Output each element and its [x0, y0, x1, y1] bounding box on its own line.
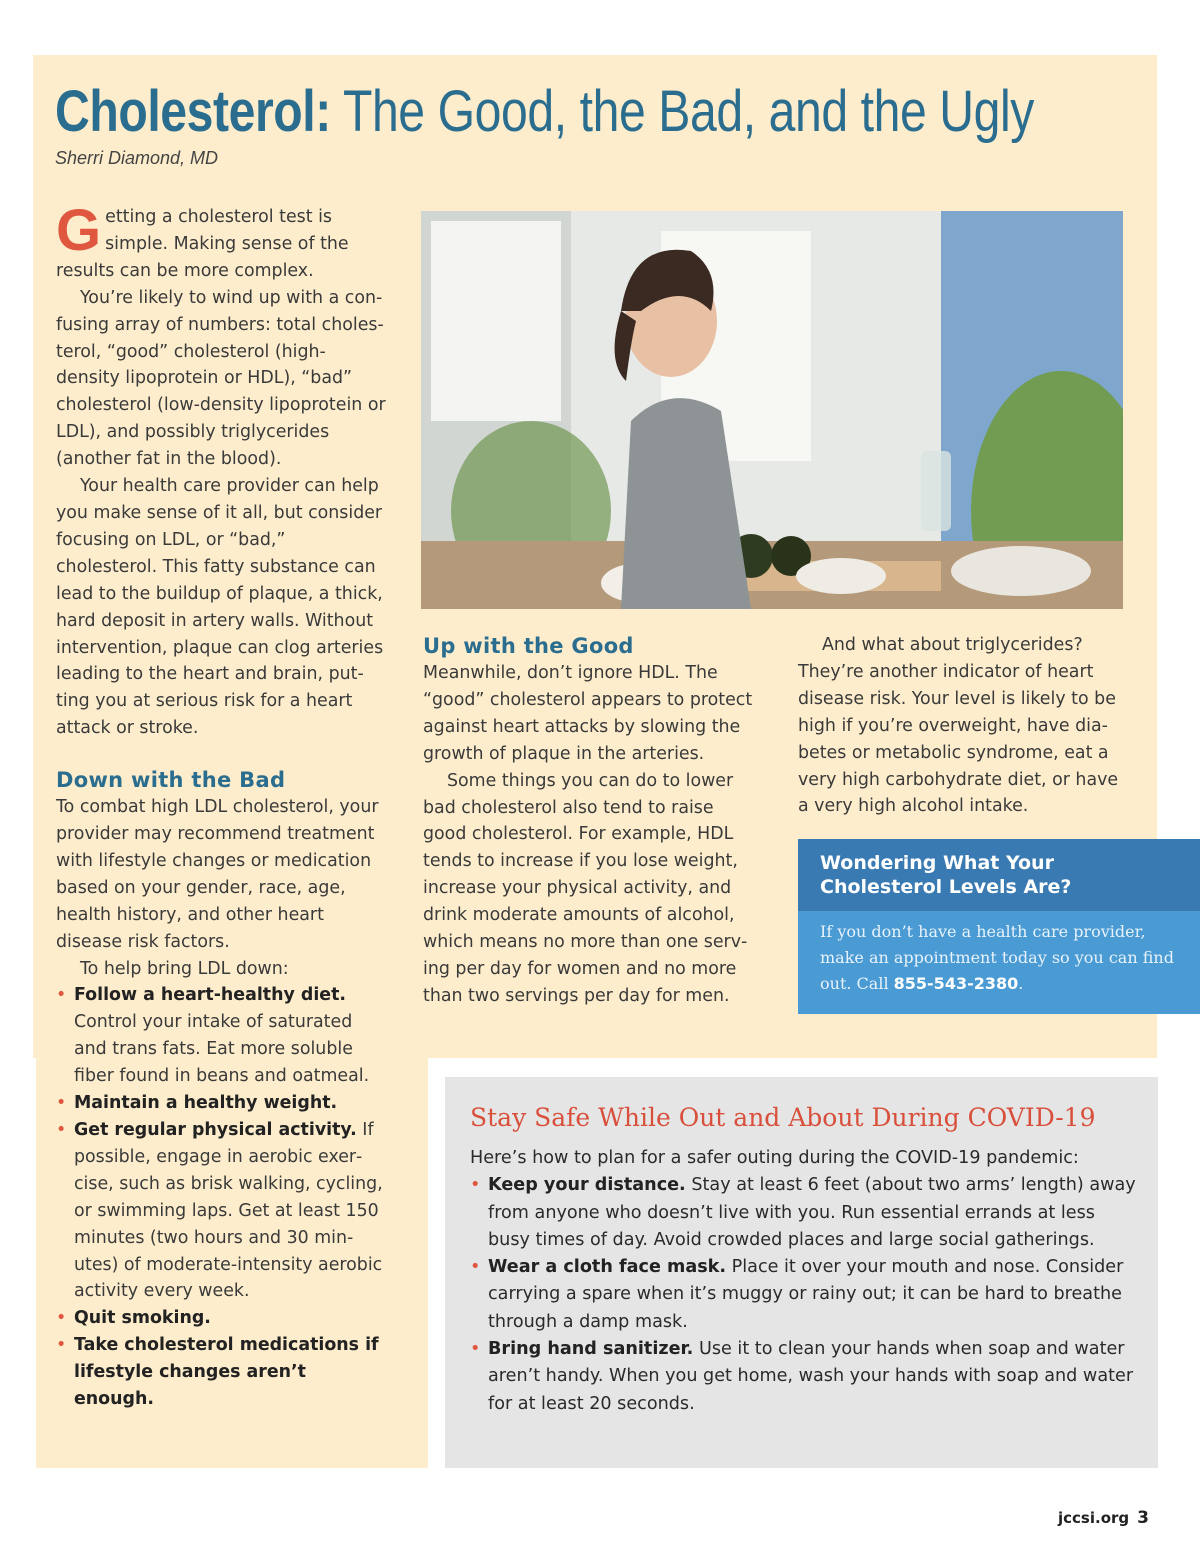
covid-sidebar	[445, 1077, 1158, 1468]
list-item-text: If possible, engage in aerobic exercise, such as brisk walking, cycling, or swimming laps. Get at least 150 minutes (two hours and 30 minutes) of moderate-intensity aerobic activity every week.	[74, 1120, 383, 1302]
list-item-text: Control your intake of saturated and trans fats. Eat more soluble fiber found in beans and oatmeal.	[74, 1012, 370, 1087]
bad-paragraph-2: To help bring LDL down:	[80, 958, 289, 979]
good-paragraph-1: Meanwhile, don’t ignore HDL. The “good” cholesterol appears to protect against heart attacks by slowing the growth of plaque in the arteries.	[423, 663, 753, 764]
list-item-text: Place it over your mouth and nose. Consider carrying a spare when it’s muggy or rainy out; it can be hard to breathe through a damp mask.	[488, 1257, 1124, 1332]
list-item-bold: Follow a heart-healthy diet.	[74, 985, 346, 1006]
list-item-bold: Maintain a healthy weight.	[74, 1093, 338, 1114]
list-item	[56, 1332, 388, 1413]
cholesterol-callout	[798, 839, 1200, 1014]
callout-end: .	[1018, 974, 1024, 993]
right-column	[798, 632, 1120, 820]
list-item	[470, 1254, 1140, 1336]
list-item-text: Use it to clean your hands when soap and water aren’t handy. When you get home, wash your hands with soap and water for at least 20 seconds.	[488, 1339, 1134, 1414]
covid-body	[470, 1145, 1140, 1418]
list-item-text: Stay at least 6 feet (about two arms’ length) away from anyone who doesn’t live with you. Run essential errands at less busy times of day. Avoid crowded places and large social gatherings.	[488, 1175, 1136, 1250]
list-item	[470, 1336, 1140, 1418]
list-item-bold: Get regular physical activity.	[74, 1120, 357, 1140]
list-item-bold: Keep your distance.	[488, 1175, 686, 1196]
list-item	[56, 1090, 388, 1117]
list-item	[470, 1172, 1140, 1254]
triglycerides-paragraph: And what about triglycerides? They’re another indicator of heart disease risk. Your level is likely to be high if you’re overweight, have diabetes or metabolic syndrome, eat a very high carbohydrate diet, or have a very high alcohol intake.	[798, 635, 1119, 817]
callout-phone[interactable]: 855-543-2380	[893, 974, 1019, 993]
heading-down-with-bad: Down with the Bad	[56, 768, 286, 793]
covid-intro: Here’s how to plan for a safer outing during the COVID-19 pandemic:	[470, 1148, 1079, 1168]
callout-heading: Wondering What Your Cholesterol Levels Are?	[798, 839, 1200, 911]
list-item-bold: Take cholesterol medications if lifestyle changes aren’t enough.	[74, 1335, 379, 1410]
callout-text: If you don’t have a health care provider, make an appointment today so you can find out. Call	[820, 922, 1174, 993]
list-item-bold: Wear a cloth face mask.	[488, 1257, 727, 1278]
intro-paragraph-3: Your health care provider can help you make sense of it all, but consider focusing on LDL, or “bad,” cholesterol. This fatty substance can lead to the buildup of plaque, a thick, hard deposit in artery walls. Without intervention, plaque can clog arteries leading to the heart and brain, putting you at serious risk for a heart attack or stroke.	[56, 476, 384, 739]
good-paragraph-2: Some things you can do to lower bad cholesterol also tend to raise good cholesterol. For example, HDL tends to increase if you lose weight, increase your physical activity, and drink moderate amounts of alcohol, which means no more than one serving per day for women and no more than two servings per day for men.	[423, 770, 748, 1006]
intro-paragraph-1	[56, 198, 388, 285]
page-number: 3	[1137, 1508, 1149, 1528]
intro-paragraph-2: You’re likely to wind up with a confusing array of numbers: total cholesterol, “good” cholesterol (high-density lipoprotein or HDL), “bad” cholesterol (low-density lipoprotein or LDL), and possibly triglycerides (another fat in the blood).	[56, 287, 386, 470]
page-footer	[1058, 1508, 1149, 1528]
ldl-tips-list	[56, 982, 388, 1413]
title-rest: The Good, the Bad, and the Ugly	[330, 79, 1034, 144]
intro-text-1: etting a cholesterol test is simple. Making sense of the results can be more complex.	[56, 207, 349, 281]
photo-illustration	[421, 211, 1123, 609]
left-column	[56, 198, 388, 1413]
woman-cooking-photo	[421, 211, 1123, 609]
covid-title: Stay Safe While Out and About During COVID-19	[470, 1103, 1096, 1132]
covid-tips-list	[470, 1172, 1140, 1418]
list-item	[56, 982, 388, 1090]
page-title	[55, 78, 1034, 145]
title-bold: Cholesterol:	[55, 79, 331, 144]
list-item	[56, 1305, 388, 1332]
list-item	[56, 1117, 388, 1305]
list-item-bold: Quit smoking.	[74, 1308, 211, 1329]
list-item-bold: Bring hand sanitizer.	[488, 1339, 694, 1360]
author-byline: Sherri Diamond, MD	[55, 148, 219, 168]
callout-body	[798, 911, 1200, 1014]
footer-site[interactable]: jccsi.org	[1058, 1509, 1130, 1527]
heading-up-with-good: Up with the Good	[423, 634, 634, 658]
bad-paragraph-1: To combat high LDL cholesterol, your provider may recommend treatment with lifestyle changes or medication based on your gender, race, age, health history, and other heart disease risk factors.	[56, 797, 379, 952]
dropcap: G	[56, 198, 102, 263]
middle-column	[423, 632, 753, 1010]
